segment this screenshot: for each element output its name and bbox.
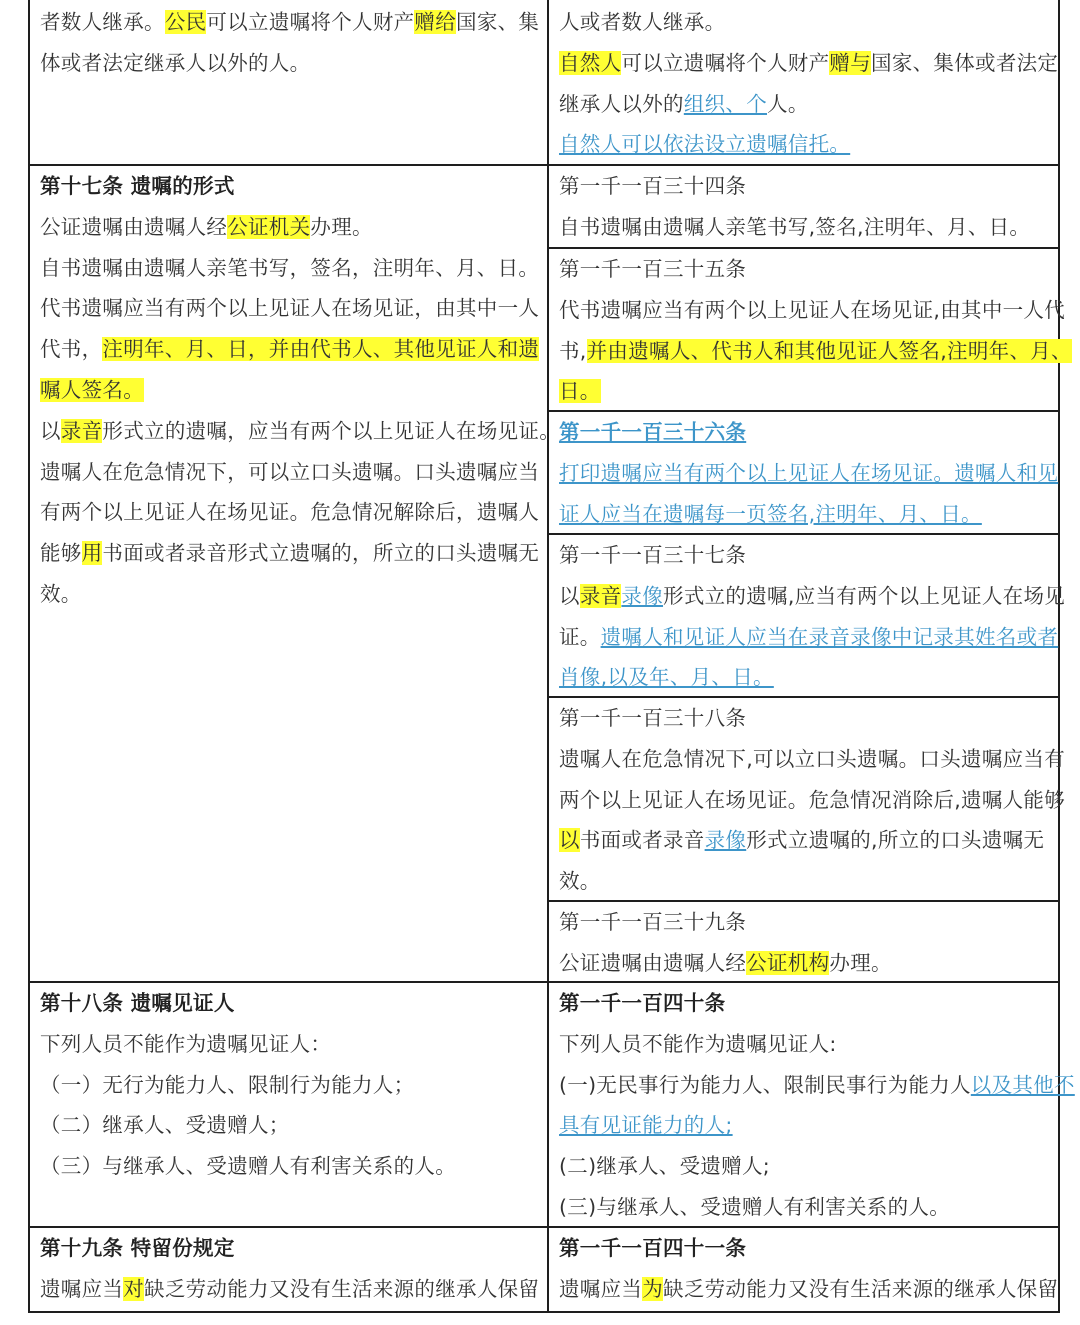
text-line [559,576,1066,617]
text-segment: 体或者法定继承人以外的人。 [40,50,311,75]
text-segment: 形式立的遗嘱,应当有两个以上见证人在场见 [663,583,1066,608]
text-segment: （一）无行为能力人、限制行为能力人； [40,1072,415,1097]
article-1135-cell [549,249,1072,411]
text-segment: 书, [559,338,587,363]
text-line [559,290,1066,331]
text-line [559,207,1050,248]
article-1138-cell [549,698,1066,901]
text-line [559,739,1066,780]
text-line [559,1065,1075,1106]
text-line [559,902,1050,943]
text-line [559,780,1066,821]
article-title: 第十七条 遗嘱的形式 [40,174,235,198]
highlighted-change: 自然人 [559,50,622,75]
text-line [559,983,1050,1024]
text-segment: 自书遗嘱由遗嘱人亲笔书写，签名，注明年、月、日。 [40,255,540,280]
text-line [559,124,1050,165]
text-segment: 第一千一百三十七条 [559,543,747,567]
text-segment: 代书遗嘱应当有两个以上见证人在场见证,由其中一人代 [559,297,1066,322]
text-segment: 第一千一百三十五条 [559,257,747,281]
text-line [40,1024,537,1065]
text-segment: （三）与继承人、受遗赠人有利害关系的人。 [40,1154,456,1179]
text-segment: 办理。 [829,950,892,975]
text-line [559,1024,1050,1065]
added-article-title: 第一千一百三十六条 [559,420,747,444]
text-line [559,820,1050,861]
text-segment: (二)继承人、受遗赠人; [559,1154,771,1179]
text-segment: 遗嘱应当 [40,1276,124,1301]
text-segment: 继承人以外的 [559,91,684,116]
article-1140-cell [549,983,1075,1227]
added-text: 自然人可以依法设立遗嘱信托。 [559,132,851,157]
highlighted-change: 用 [81,541,103,566]
text-segment: 公证遗嘱由遗嘱人经 [559,950,747,975]
highlighted-change: 赠与 [829,50,872,75]
text-line [40,207,537,248]
text-line [559,2,1050,43]
text-segment: 第一千一百三十八条 [559,706,747,730]
text-line [40,1269,540,1310]
text-line [559,43,1059,84]
text-segment: 两个以上见证人在场见证。危急情况消除后,遗嘱人能够 [559,787,1066,812]
article-18-cell [30,983,547,1227]
text-segment: 第一千一百三十九条 [559,910,747,934]
highlighted-change: 对 [123,1276,145,1301]
highlighted-change: 日。 [559,379,601,404]
text-segment: 遗嘱人在危急情况下，可以立口头遗嘱。口头遗嘱应当 [40,459,540,484]
highlighted-change: 以 [559,828,580,853]
text-line [40,2,540,43]
text-line [559,494,1050,535]
article-17-cell [30,166,561,982]
text-line [40,1065,537,1106]
text-line [40,288,540,329]
highlighted-change: 并由遗嘱人、代书人和其他见证人签名,注明年、月、 [586,338,1072,363]
text-line [559,331,1072,372]
text-segment: (三)与继承人、受遗赠人有利害关系的人。 [559,1194,950,1219]
text-line [40,329,540,370]
text-segment: 有两个以上见证人在场见证。危急情况解除后，遗嘱人 [40,500,540,525]
added-text: 录像 [704,828,747,853]
text-segment: （二）继承人、受遗赠人； [40,1113,290,1138]
text-segment: 人。 [767,91,809,116]
highlighted-change: 公证机关 [227,214,311,239]
article-1137-cell [549,535,1066,697]
article-1141-cell [549,1228,1060,1311]
added-text: 组织、个 [683,91,768,116]
text-segment: 以 [559,583,580,608]
added-text: 证人应当在遗嘱每一页签名,注明年、月、日。 [559,501,982,526]
text-segment: 代书遗嘱应当有两个以上见证人在场见证，由其中一人 [40,296,540,321]
text-segment: 办理。 [310,214,373,239]
highlighted-change: 公证机构 [746,950,830,975]
row-1-civil-code-cell [549,0,1060,166]
text-line [40,166,537,207]
text-line [559,861,1050,902]
text-segment: 公证遗嘱由遗嘱人经 [40,214,228,239]
text-line [40,452,540,493]
highlighted-change: 赠给 [414,10,457,34]
article-1139-cell [549,902,1060,982]
text-line [559,412,1050,453]
text-segment: 自书遗嘱由遗嘱人亲笔书写,签名,注明年、月、日。 [559,214,1031,239]
text-segment: 效。 [559,869,601,894]
highlighted-change: 为 [642,1276,664,1301]
text-segment: 遗嘱人在危急情况下,可以立口头遗嘱。口头遗嘱应当有 [559,746,1066,771]
text-segment: 证。 [559,624,601,649]
added-text: 录像 [621,583,664,608]
text-line [40,43,537,84]
text-line [40,574,537,615]
text-line [40,370,537,411]
added-text: 遗嘱人和见证人应当在录音录像中记录其姓名或者 [600,624,1059,649]
text-line [40,1105,537,1146]
article-title: 第一千一百四十一条 [559,1236,747,1260]
text-line [40,248,540,289]
article-title: 第十九条 特留份规定 [40,1236,235,1260]
article-title: 第一千一百四十条 [559,991,726,1015]
text-segment: 缺乏劳动能力又没有生活来源的继承人保留 [144,1276,540,1301]
text-line [559,535,1050,576]
text-line [40,983,537,1024]
text-segment: 可以立遗嘱将个人财产 [206,10,415,34]
text-segment: 国家、集体或者法定 [871,50,1059,75]
text-segment: 书面或者录音 [579,828,705,853]
text-line [559,1105,1050,1146]
highlighted-change: 公民 [164,10,207,34]
text-segment: 以 [40,418,61,443]
text-segment: 能够 [40,541,82,566]
text-line [559,1269,1059,1310]
text-line [559,1146,1050,1187]
text-line [559,1228,1050,1269]
text-segment: 可以立遗嘱将个人财产 [621,50,830,75]
text-line [559,453,1059,494]
highlighted-change: 录音 [60,418,103,443]
added-text: 具有见证能力的人; [559,1113,733,1138]
comparison-table [28,0,1075,1313]
text-segment: 者数人继承。 [40,10,165,34]
text-segment: (一)无民事行为能力人、限制民事行为能力人 [559,1072,971,1097]
article-title: 第十八条 遗嘱见证人 [40,991,235,1015]
text-line [559,249,1050,290]
text-segment: 形式立的遗嘱，应当有两个以上见证人在场见证。 [102,418,561,443]
text-segment: 下列人员不能作为遗嘱见证人: [559,1031,837,1056]
text-segment: 缺乏劳动能力又没有生活来源的继承人保留 [663,1276,1059,1301]
text-line [40,1146,537,1187]
text-line [559,657,1050,698]
text-segment: 效。 [40,581,82,606]
text-line [559,698,1050,739]
text-segment: 人或者数人继承。 [559,10,726,34]
highlighted-change: 录音 [579,583,622,608]
text-segment: 第一千一百三十四条 [559,174,747,198]
text-segment: 下列人员不能作为遗嘱见证人： [40,1031,332,1056]
text-segment: 书面或者录音形式立遗嘱的，所立的口头遗嘱无 [102,541,540,566]
text-line [559,617,1059,658]
text-segment: 代书， [40,337,103,362]
text-line [559,166,1050,207]
text-line [559,84,1050,125]
article-1136-cell [549,412,1060,534]
text-line [40,492,540,533]
article-1134-cell [549,166,1060,248]
text-segment: 国家、集 [456,10,540,34]
added-text: 以及其他不 [970,1072,1075,1097]
highlighted-change: 嘱人签名。 [40,377,144,402]
text-segment: 遗嘱应当 [559,1276,643,1301]
highlighted-change: 注明年、月、日，并由代书人、其他见证人和遗 [102,337,540,362]
text-line [40,411,561,452]
text-line [559,371,1050,412]
added-text: 打印遗嘱应当有两个以上见证人在场见证。遗嘱人和见 [559,460,1059,485]
text-line [559,943,1050,984]
text-line [40,1228,537,1269]
text-line [40,533,540,574]
added-text: 肖像,以及年、月、日。 [559,665,774,690]
text-line [559,1187,1050,1228]
article-19-cell [30,1228,547,1311]
text-segment: 形式立遗嘱的,所立的口头遗嘱无 [746,828,1045,853]
row-1-old-law-cell [30,0,547,166]
